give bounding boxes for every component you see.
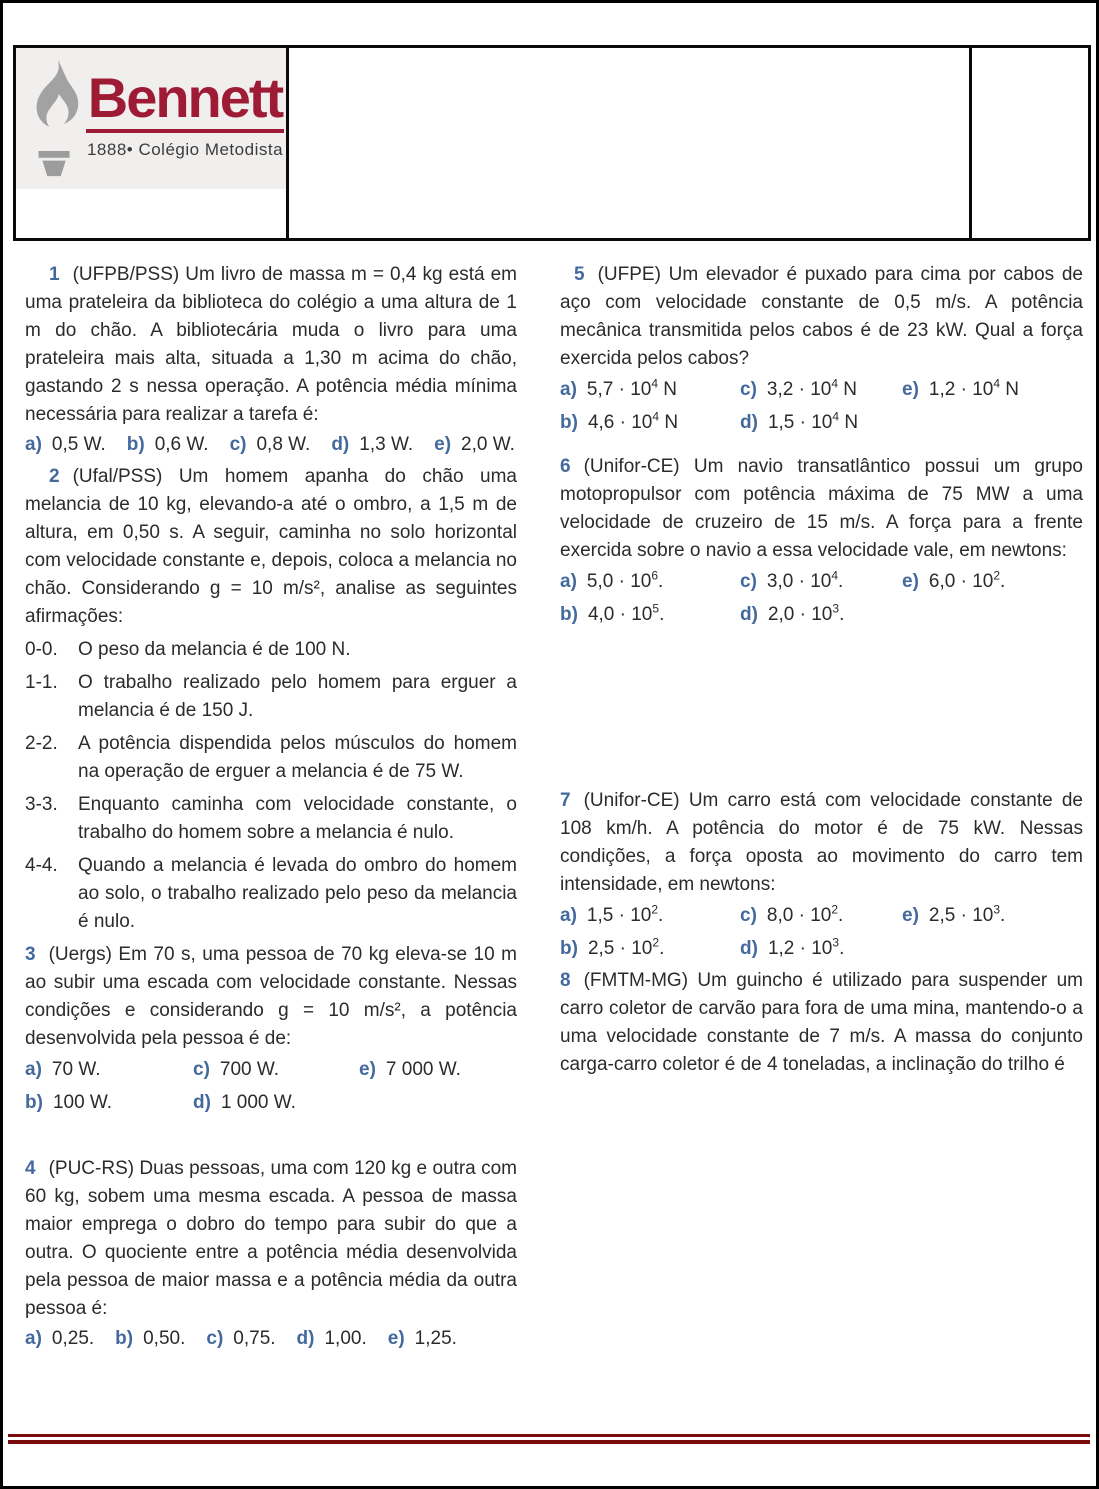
question-5-options <box>560 376 1083 437</box>
statement-3-3 <box>25 791 517 847</box>
option-b <box>25 1089 193 1117</box>
option-label: c) <box>229 434 247 455</box>
statement-4-4 <box>25 852 517 936</box>
statement-1-1 <box>25 669 517 725</box>
option-label: a) <box>25 434 42 455</box>
option-label: e) <box>902 379 919 400</box>
option-label: a) <box>25 1328 42 1349</box>
option-b <box>115 1325 185 1353</box>
option-label: e) <box>387 1328 405 1349</box>
option-label: d) <box>740 604 758 625</box>
option-label: a) <box>25 1059 42 1080</box>
statement-0-0 <box>25 636 517 664</box>
option-base: 4,6 · 10 <box>587 412 653 433</box>
option-a <box>560 376 740 404</box>
option-exponent: 2 <box>993 568 1001 583</box>
option-value: 0,6 W. <box>154 434 209 455</box>
option-b <box>560 935 740 963</box>
option-exponent: 6 <box>651 568 659 583</box>
option-value <box>928 376 1020 400</box>
option-base: 3,2 · 10 <box>766 379 832 400</box>
option-a <box>560 568 740 596</box>
statement-text: O trabalho realizado pelo homem para erguer a melancia é de 150 J. <box>78 672 517 721</box>
bennett-logo <box>16 48 286 189</box>
option-e <box>388 1325 457 1353</box>
option-unit: N <box>659 412 679 433</box>
option-exponent: 2 <box>831 902 839 917</box>
option-label: a) <box>560 905 577 926</box>
statement-label: 1-1. <box>25 672 58 693</box>
option-value <box>767 601 845 625</box>
option-value <box>767 935 845 959</box>
question-text: (PUC-RS) Duas pessoas, uma com 120 kg e outra com 60 kg, sobem uma mesma escada. A pessoa de massa maior emprega o dobro do tempo para subir do que a outra. O quociente entre a potência média desenvolvida pela pessoa de maior massa e a potência média da outra pessoa é: <box>25 1158 517 1319</box>
option-value: 100 W. <box>52 1092 113 1113</box>
option-value <box>586 376 678 400</box>
option-e <box>359 1056 517 1084</box>
question-3-options <box>25 1056 517 1117</box>
option-label: d) <box>296 1328 315 1349</box>
option-label: d) <box>193 1092 211 1113</box>
option-unit: N <box>1000 379 1020 400</box>
option-label: d) <box>331 434 350 455</box>
option-d <box>740 409 902 437</box>
option-value: 0,8 W. <box>256 434 311 455</box>
option-value: 0,75. <box>233 1328 276 1349</box>
option-d <box>740 935 902 963</box>
option-exponent: 5 <box>652 601 660 616</box>
option-unit: . <box>1000 571 1006 592</box>
option-label: a) <box>560 571 577 592</box>
option-unit: . <box>839 938 845 959</box>
option-label: d) <box>740 412 758 433</box>
logo-tagline: 1888• Colégio Metodista <box>86 140 284 159</box>
option-label: c) <box>740 571 757 592</box>
option-label: e) <box>434 434 452 455</box>
option-label: b) <box>25 1092 43 1113</box>
option-value: 2,0 W. <box>461 434 515 455</box>
question-number: 2 <box>49 466 60 487</box>
option-value <box>587 935 665 959</box>
option-value <box>928 568 1006 592</box>
option-e <box>902 568 1083 596</box>
option-value: 1 000 W. <box>220 1092 296 1113</box>
header-logo-cell <box>16 48 289 238</box>
option-value: 0,25. <box>51 1328 95 1349</box>
option-base: 6,0 · 10 <box>928 571 994 592</box>
option-a <box>25 431 106 459</box>
question-4 <box>25 1155 517 1323</box>
option-exponent: 4 <box>993 376 1001 391</box>
question-text: (Ufal/PSS) Um homem apanha do chão uma melancia de 10 kg, elevando-a até o ombro, a 1,5 m de altura, em 0,50 s. A seguir, caminha no solo horizontal com velocidade constante e, depois, coloca a melancia no chão. Considerando g = 10 m/s², analise as seguintes afirmações: <box>25 466 517 627</box>
option-exponent: 4 <box>831 568 839 583</box>
option-value: 1,3 W. <box>359 434 414 455</box>
option-exponent: 4 <box>652 409 660 424</box>
option-label: c) <box>193 1059 210 1080</box>
question-text: (Unifor-CE) Um navio transatlântico possui um grupo motopropulsor com potência máxima de 75 MW a uma velocidade de cruzeiro de 15 m/s. A força para a frente exercida sobre o navio a essa velocidade vale, em newtons: <box>560 456 1083 561</box>
question-number: 8 <box>560 970 571 991</box>
option-exponent: 3 <box>993 902 1001 917</box>
question-text: (UFPB/PSS) Um livro de massa m = 0,4 kg está em uma prateleira da biblioteca do colégio a uma altura de 1 m do chão. A bibliotecária muda o livro para uma prateleira mais alta, situada a 1,30 m acima do chão, gastando 2 s nessa operação. A potência média mínima necessária para realizar a tarefa é: <box>25 264 517 425</box>
option-e <box>902 376 1083 404</box>
statement-text: Quando a melancia é levada do ombro do homem ao solo, o trabalho realizado pelo peso da melancia é nulo. <box>78 855 517 932</box>
option-unit: . <box>658 905 664 926</box>
option-value <box>587 409 679 433</box>
question-7 <box>560 787 1083 899</box>
question-8 <box>560 967 1083 1079</box>
statement-label: 4-4. <box>25 855 58 876</box>
question-1-options <box>25 431 517 459</box>
option-unit: . <box>658 571 664 592</box>
option-b <box>560 409 740 437</box>
question-2-statements <box>25 636 517 936</box>
option-value <box>767 409 859 433</box>
option-c <box>740 902 902 930</box>
option-unit: . <box>839 604 845 625</box>
right-column <box>560 261 1083 1079</box>
option-unit: N <box>839 412 859 433</box>
option-unit: . <box>659 604 665 625</box>
option-label: e) <box>902 571 919 592</box>
statement-label: 3-3. <box>25 794 58 815</box>
option-value: 700 W. <box>219 1059 280 1080</box>
option-base: 2,0 · 10 <box>767 604 833 625</box>
option-base: 3,0 · 10 <box>766 571 832 592</box>
statement-label: 2-2. <box>25 733 58 754</box>
option-a <box>560 902 740 930</box>
option-b <box>560 601 740 629</box>
option-unit: . <box>838 905 844 926</box>
option-value: 7 000 W. <box>385 1059 461 1080</box>
footer-rule-bottom <box>8 1440 1090 1444</box>
option-e <box>434 431 515 459</box>
header-table <box>13 45 1091 241</box>
logo-underline <box>86 129 284 133</box>
option-value: 0,50. <box>143 1328 186 1349</box>
option-b <box>127 431 209 459</box>
header-middle-cell <box>289 48 972 238</box>
question-6-options <box>560 568 1083 629</box>
option-label: d) <box>740 938 758 959</box>
left-column <box>25 261 517 1357</box>
option-c <box>740 568 902 596</box>
option-base: 5,0 · 10 <box>586 571 652 592</box>
question-2 <box>25 463 517 631</box>
option-value <box>766 568 844 592</box>
option-label: e) <box>359 1059 376 1080</box>
option-d <box>193 1089 359 1117</box>
option-value <box>766 902 844 926</box>
option-exponent: 4 <box>831 376 839 391</box>
question-5 <box>560 261 1083 373</box>
option-base: 4,0 · 10 <box>587 604 653 625</box>
question-number: 4 <box>25 1158 36 1179</box>
logo-name: Bennett <box>87 66 283 129</box>
option-value: 1,25. <box>414 1328 457 1349</box>
option-label: e) <box>902 905 919 926</box>
option-value <box>766 376 858 400</box>
question-number: 1 <box>49 264 60 285</box>
option-d <box>331 431 413 459</box>
option-value: 0,5 W. <box>51 434 106 455</box>
option-base: 1,2 · 10 <box>928 379 994 400</box>
question-6 <box>560 453 1083 565</box>
question-3 <box>25 941 517 1053</box>
statement-text: O peso da melancia é de 100 N. <box>78 639 351 660</box>
torch-icon <box>24 56 86 182</box>
option-exponent: 4 <box>832 409 840 424</box>
footer-rule-top <box>8 1434 1090 1437</box>
option-value: 1,00. <box>324 1328 367 1349</box>
option-base: 1,5 · 10 <box>586 905 652 926</box>
option-unit: . <box>838 571 844 592</box>
question-text: (Uergs) Em 70 s, uma pessoa de 70 kg eleva-se 10 m ao subir uma escada com velocidade constante. Nessas condições e considerando g = 10 m/s², a potência desenvolvida pela pessoa é de: <box>25 944 517 1049</box>
option-unit: N <box>838 379 858 400</box>
option-label: b) <box>560 604 578 625</box>
option-unit: . <box>1000 905 1006 926</box>
option-c <box>206 1325 275 1353</box>
option-c <box>193 1056 359 1084</box>
question-text: (UFPE) Um elevador é puxado para cima por cabos de aço com velocidade constante de 0,5 m/s. A potência mecânica transmitida pelos cabos é de 23 kW. Qual a força exercida pelos cabos? <box>560 264 1083 369</box>
option-base: 2,5 · 10 <box>587 938 653 959</box>
option-exponent: 3 <box>832 601 840 616</box>
option-d <box>297 1325 367 1353</box>
question-7-options <box>560 902 1083 963</box>
option-base: 1,2 · 10 <box>767 938 833 959</box>
option-value <box>928 902 1006 926</box>
option-c <box>740 376 902 404</box>
option-value: 70 W. <box>51 1059 101 1080</box>
question-number: 7 <box>560 790 571 811</box>
option-e <box>902 902 1083 930</box>
option-value <box>586 902 664 926</box>
question-1 <box>25 261 517 429</box>
option-base: 5,7 · 10 <box>586 379 652 400</box>
question-number: 6 <box>560 456 571 477</box>
question-4-options <box>25 1325 517 1353</box>
question-text: (Unifor-CE) Um carro está com velocidade constante de 108 km/h. A potência do motor é de 75 kW. Nessas condições, a força oposta ao movimento do carro tem intensidade, em newtons: <box>560 790 1083 895</box>
option-exponent: 3 <box>832 935 840 950</box>
statement-2-2 <box>25 730 517 786</box>
question-text: (FMTM-MG) Um guincho é utilizado para suspender um carro coletor de carvão para fora de uma mina, mantendo-o a uma velocidade constante de 7 m/s. A massa do conjunto carga-carro coletor é de 4 toneladas, a inclinação do trilho é <box>560 970 1083 1075</box>
option-value <box>586 568 664 592</box>
option-exponent: 2 <box>651 902 659 917</box>
option-label: c) <box>206 1328 224 1349</box>
option-label: b) <box>115 1328 134 1349</box>
option-label: c) <box>740 905 757 926</box>
logo-text-block <box>86 66 284 160</box>
statement-text: Enquanto caminha com velocidade constante, o trabalho do homem sobre a melancia é nulo. <box>78 794 517 843</box>
option-base: 1,5 · 10 <box>767 412 833 433</box>
option-value <box>587 601 665 625</box>
option-d <box>740 601 902 629</box>
option-a <box>25 1056 193 1084</box>
option-label: c) <box>740 379 757 400</box>
statement-label: 0-0. <box>25 639 58 660</box>
option-c <box>230 431 311 459</box>
option-unit: N <box>658 379 678 400</box>
option-base: 2,5 · 10 <box>928 905 994 926</box>
question-number: 5 <box>574 264 585 285</box>
option-label: a) <box>560 379 577 400</box>
option-unit: . <box>659 938 665 959</box>
option-a <box>25 1325 94 1353</box>
statement-text: A potência dispendida pelos músculos do homem na operação de erguer a melancia é de 75 W. <box>78 733 517 782</box>
option-label: b) <box>560 938 578 959</box>
option-label: b) <box>126 434 145 455</box>
option-exponent: 4 <box>651 376 659 391</box>
question-number: 3 <box>25 944 36 965</box>
option-base: 8,0 · 10 <box>766 905 832 926</box>
header-right-cell <box>972 48 1088 238</box>
option-label: b) <box>560 412 578 433</box>
option-exponent: 2 <box>652 935 660 950</box>
